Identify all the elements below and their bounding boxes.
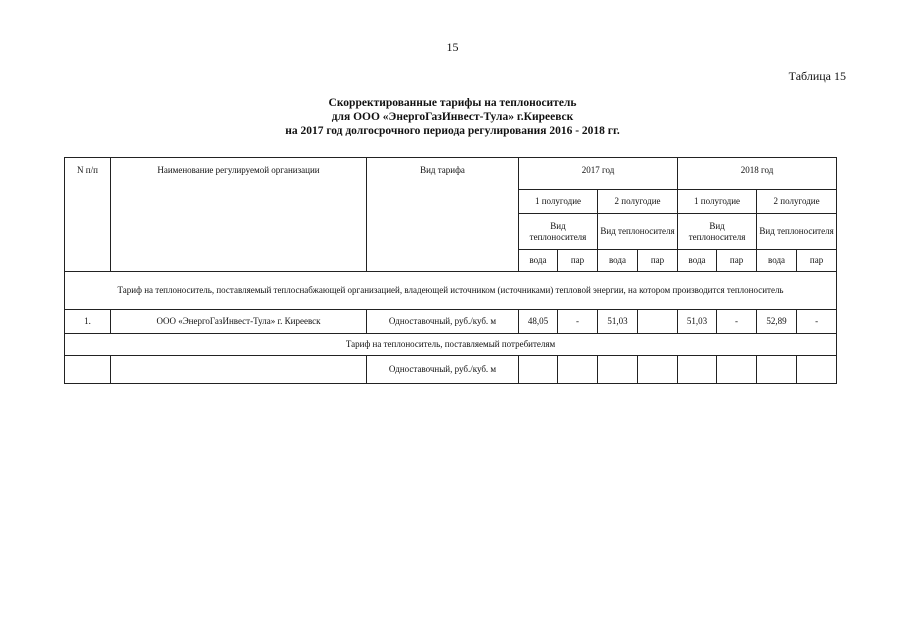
header-year-2018: 2018 год [678, 158, 837, 190]
value-2017-h2-water [598, 356, 638, 384]
value-2017-h1-water [519, 356, 558, 384]
header-steam: пар [717, 250, 757, 272]
page-number: 15 [446, 40, 459, 54]
section-consumer-supply: Тариф на теплоноситель, поставляемый потребителям [65, 334, 837, 356]
value-2018-h1-steam: - [717, 310, 757, 334]
row-organization: ООО «ЭнергоГазИнвест-Тула» г. Киреевск [111, 310, 367, 334]
value-2018-h1-water [678, 356, 717, 384]
title-line-3: на 2017 год долгосрочного периода регулирования 2016 - 2018 гг. [285, 125, 620, 137]
header-water: вода [519, 250, 558, 272]
value-2017-h2-water: 51,03 [598, 310, 638, 334]
row-organization [111, 356, 367, 384]
header-carrier: Вид теплоносителя [519, 214, 598, 250]
value-2017-h2-steam [638, 310, 678, 334]
header-water: вода [598, 250, 638, 272]
title-line-2: для ООО «ЭнергоГазИнвест-Тула» г.Киреевск [331, 111, 574, 123]
header-steam: пар [797, 250, 837, 272]
header-tariff-type: Вид тарифа [367, 158, 519, 272]
tariff-table [64, 157, 837, 384]
header-2018-half-2: 2 полугодие [757, 190, 837, 214]
header-carrier: Вид теплоносителя [757, 214, 837, 250]
document-title [0, 96, 905, 138]
value-2017-h1-steam [558, 356, 598, 384]
header-carrier: Вид теплоносителя [678, 214, 757, 250]
header-steam: пар [638, 250, 678, 272]
row-number: 1. [65, 310, 111, 334]
table-label: Таблица 15 [788, 69, 846, 83]
header-year-2017: 2017 год [519, 158, 678, 190]
row-tariff-type: Одноставочный, руб./куб. м [367, 310, 519, 334]
header-carrier: Вид теплоносителя [598, 214, 678, 250]
header-steam: пар [558, 250, 598, 272]
value-2018-h1-steam [717, 356, 757, 384]
value-2018-h2-water [757, 356, 797, 384]
header-num: N п/п [65, 158, 111, 272]
value-2017-h1-steam: - [558, 310, 598, 334]
header-water: вода [757, 250, 797, 272]
value-2017-h2-steam [638, 356, 678, 384]
value-2018-h1-water: 51,03 [678, 310, 717, 334]
header-water: вода [678, 250, 717, 272]
value-2017-h1-water: 48,05 [519, 310, 558, 334]
value-2018-h2-water: 52,89 [757, 310, 797, 334]
header-2017-half-1: 1 полугодие [519, 190, 598, 214]
header-organization: Наименование регулируемой организации [111, 158, 367, 272]
row-tariff-type: Одноставочный, руб./куб. м [367, 356, 519, 384]
header-2018-half-1: 1 полугодие [678, 190, 757, 214]
row-number [65, 356, 111, 384]
header-2017-half-2: 2 полугодие [598, 190, 678, 214]
value-2018-h2-steam [797, 356, 837, 384]
value-2018-h2-steam: - [797, 310, 837, 334]
title-line-1: Скорректированные тарифы на теплоноситель [328, 97, 577, 109]
section-source-supply: Тариф на теплоноситель, поставляемый теплоснабжающей организацией, владеющей источником (источниками) тепловой энергии, на котором производится теплоноситель [65, 272, 837, 310]
